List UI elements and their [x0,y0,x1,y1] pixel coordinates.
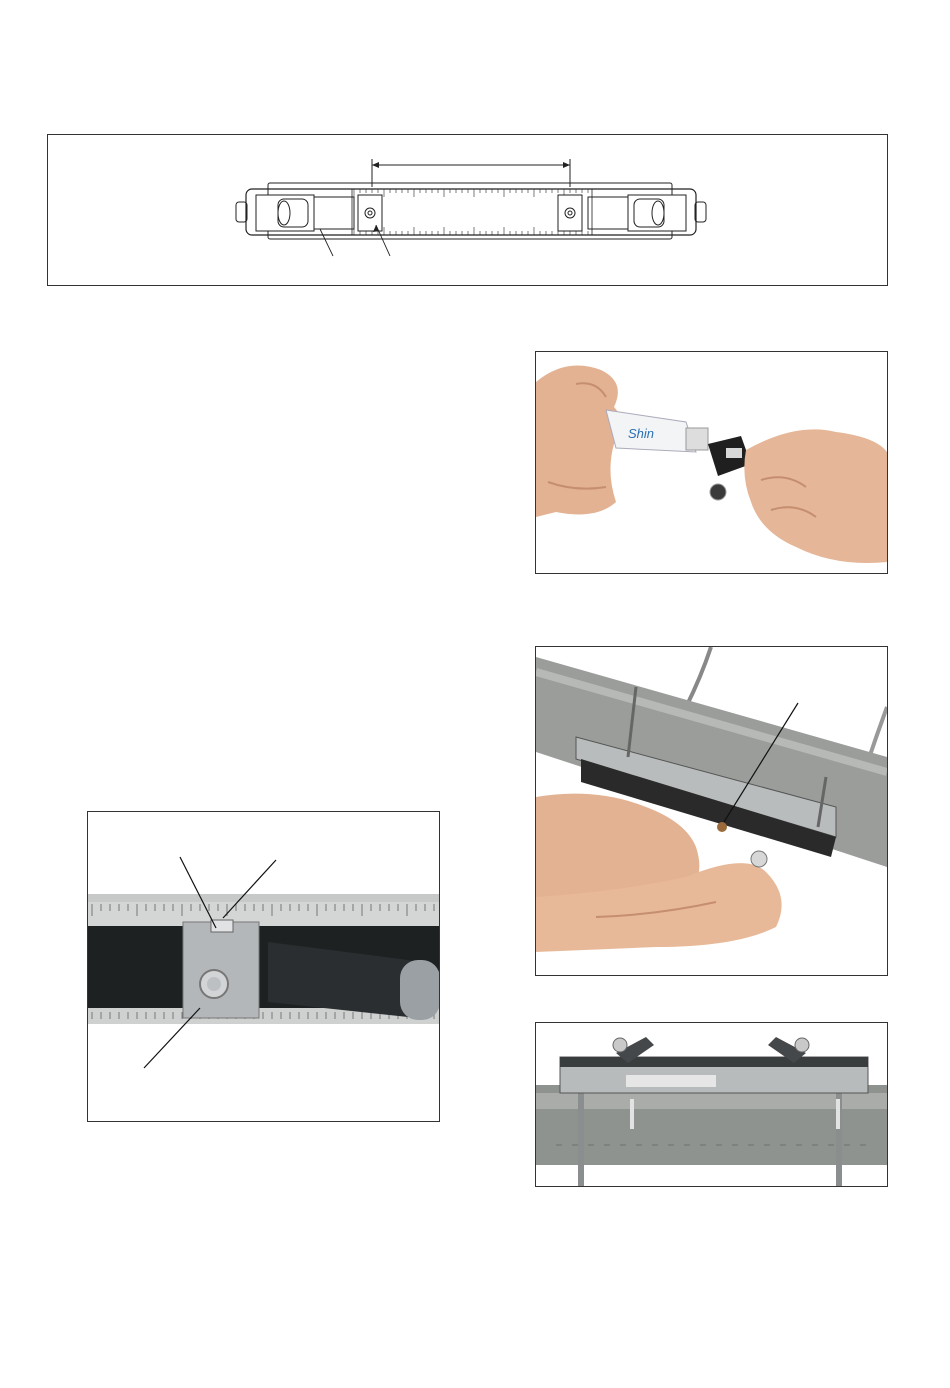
transducer-end-cap [400,960,439,1020]
clamp-knob-left [613,1038,627,1052]
transducer-face [726,448,742,458]
rail-frame [268,183,672,239]
left-transducer [314,197,354,229]
strap-buckle-right [836,1099,840,1129]
transducer-connector [710,484,726,500]
slider-detail-drawing [88,812,439,1121]
clamp-knob-right [795,1038,809,1052]
rail-scale [354,189,588,235]
rail-top-edge [560,1057,868,1067]
mounted-rail-photo [535,1022,888,1187]
clamp-nut [751,851,767,867]
dimension-arrow-left [372,162,379,168]
strap-buckle-left [630,1099,634,1129]
right-transducer [588,197,628,229]
rail-scale-frame [352,189,592,235]
slider-detail-photo [87,811,440,1122]
leader-line-rail [320,229,333,256]
rail-diagram-figure [47,134,888,286]
slider-left [358,195,382,231]
dimension-arrow-right [563,162,570,168]
rail-end-cap-left [236,202,247,222]
rail-diagram [48,135,887,285]
tube-nozzle [686,428,708,450]
pipe-mounting-drawing [536,647,887,975]
mounted-rail-drawing [536,1023,887,1186]
tube-brand-mark: Shin [628,426,655,441]
rail-label-plate [626,1075,716,1087]
slider-right [558,195,582,231]
slider-notch [211,920,233,932]
slider-plate [183,922,259,1018]
slider-screw-center [207,977,221,991]
rail-end-cap-right [695,202,706,222]
grease-photo-drawing [536,352,887,573]
pipe-mounting-photo [535,646,888,976]
left-hand [536,366,621,517]
grease-application-photo [535,351,888,574]
slider-knob [717,822,727,832]
